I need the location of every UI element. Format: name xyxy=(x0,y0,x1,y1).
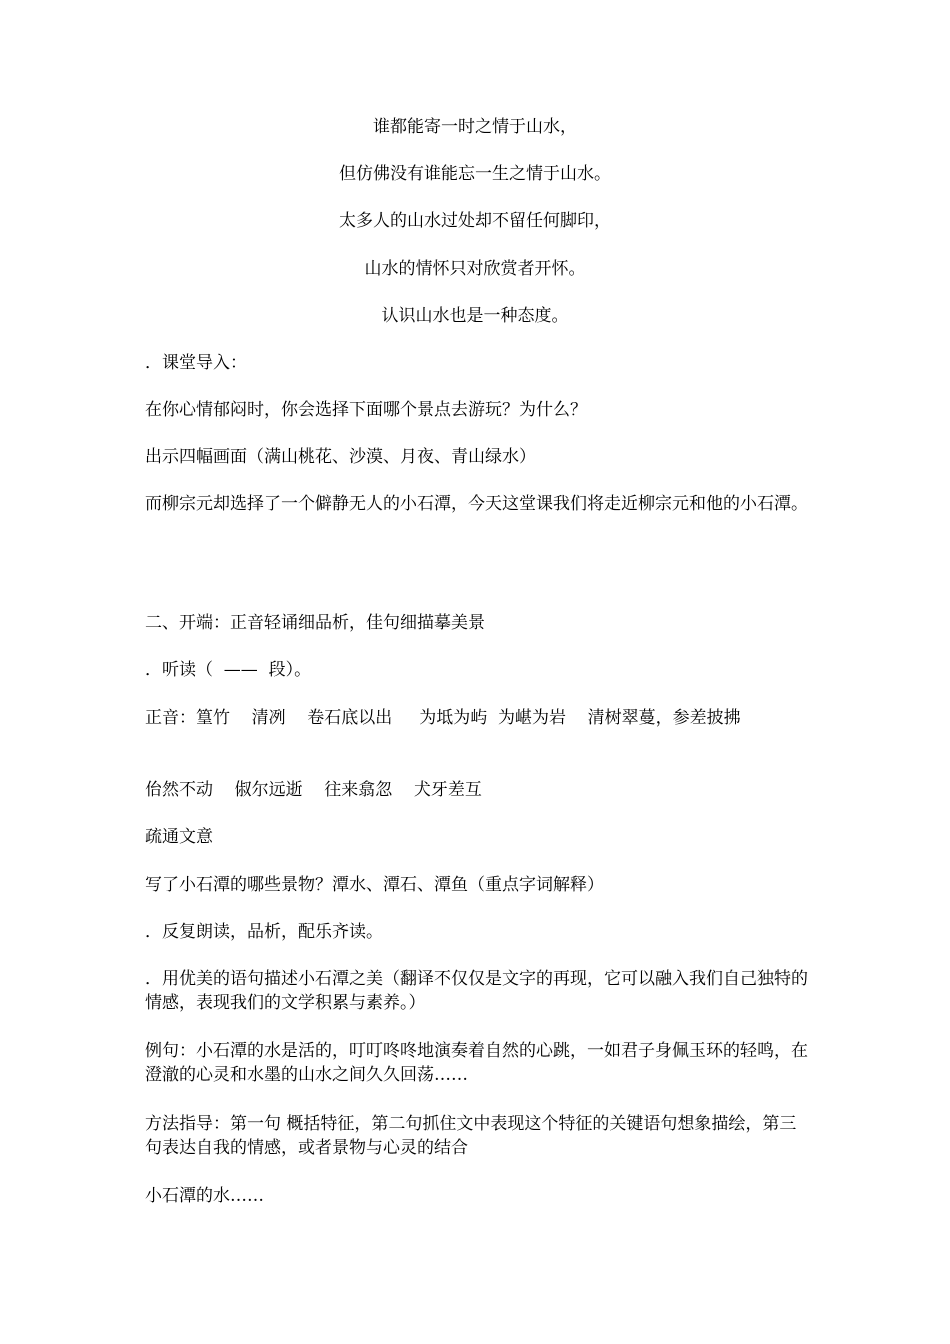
example-line: 例句：小石潭的水是活的，叮叮咚咚地演奏着自然的心跳，一如君子身佩玉环的轻鸣，在澄澈的心灵和水墨的山水之间久久回荡…… xyxy=(145,1041,808,1085)
intro-transition: 而柳宗元却选择了一个僻静无人的小石潭，今天这堂课我们将走近柳宗元和他的小石潭。 xyxy=(145,494,808,514)
intro-question: 在你心情郁闷时，你会选择下面哪个景点去游玩？为什么？ xyxy=(145,400,587,420)
meaning-line: 疏通文意 xyxy=(145,827,213,847)
water-line: 小石潭的水…… xyxy=(145,1186,264,1206)
intro-heading: ．课堂导入： xyxy=(145,353,247,373)
reading-line: ．反复朗读，品析，配乐齐读。 xyxy=(145,922,383,942)
listen-line: ．听读（ —— 段）。 xyxy=(145,660,312,680)
poem-line-3: 太多人的山水过处却不留任何脚印， xyxy=(339,211,611,231)
poem-line-1: 谁都能寄一时之情于山水， xyxy=(373,117,577,137)
intro-show: 出示四幅画面（满山桃花、沙漠、月夜、青山绿水） xyxy=(145,447,536,467)
describe-line: ．用优美的语句描述小石潭之美（翻译不仅仅是文字的再现，它可以融入我们自己独特的情感，表现我们的文学积累与素养。） xyxy=(145,969,808,1013)
scenery-line: 写了小石潭的哪些景物？潭水、潭石、潭鱼（重点字词解释） xyxy=(145,875,604,895)
pronunciation-line: 正音：篁竹 清冽 卷石底以出 为坻为屿 为嵁为岩 清树翠蔓，参差披拂 xyxy=(145,708,741,728)
poem-line-5: 认识山水也是一种态度。 xyxy=(381,306,569,326)
poem-line-4: 山水的情怀只对欣赏者开怀。 xyxy=(364,259,586,279)
pronunciation-line-2: 佁然不动 俶尔远逝 往来翕忽 犬牙差互 xyxy=(145,780,482,800)
poem-line-2: 但仿佛没有谁能忘一生之情于山水。 xyxy=(339,164,611,184)
method-line: 方法指导：第一句 概括特征，第二句抓住文中表现这个特征的关键语句想象描绘，第三句表达自我的情感，或者景物与心灵的结合 xyxy=(145,1114,797,1158)
section2-heading: 二、开端：正音轻诵细品析，佳句细描摹美景 xyxy=(145,613,485,633)
